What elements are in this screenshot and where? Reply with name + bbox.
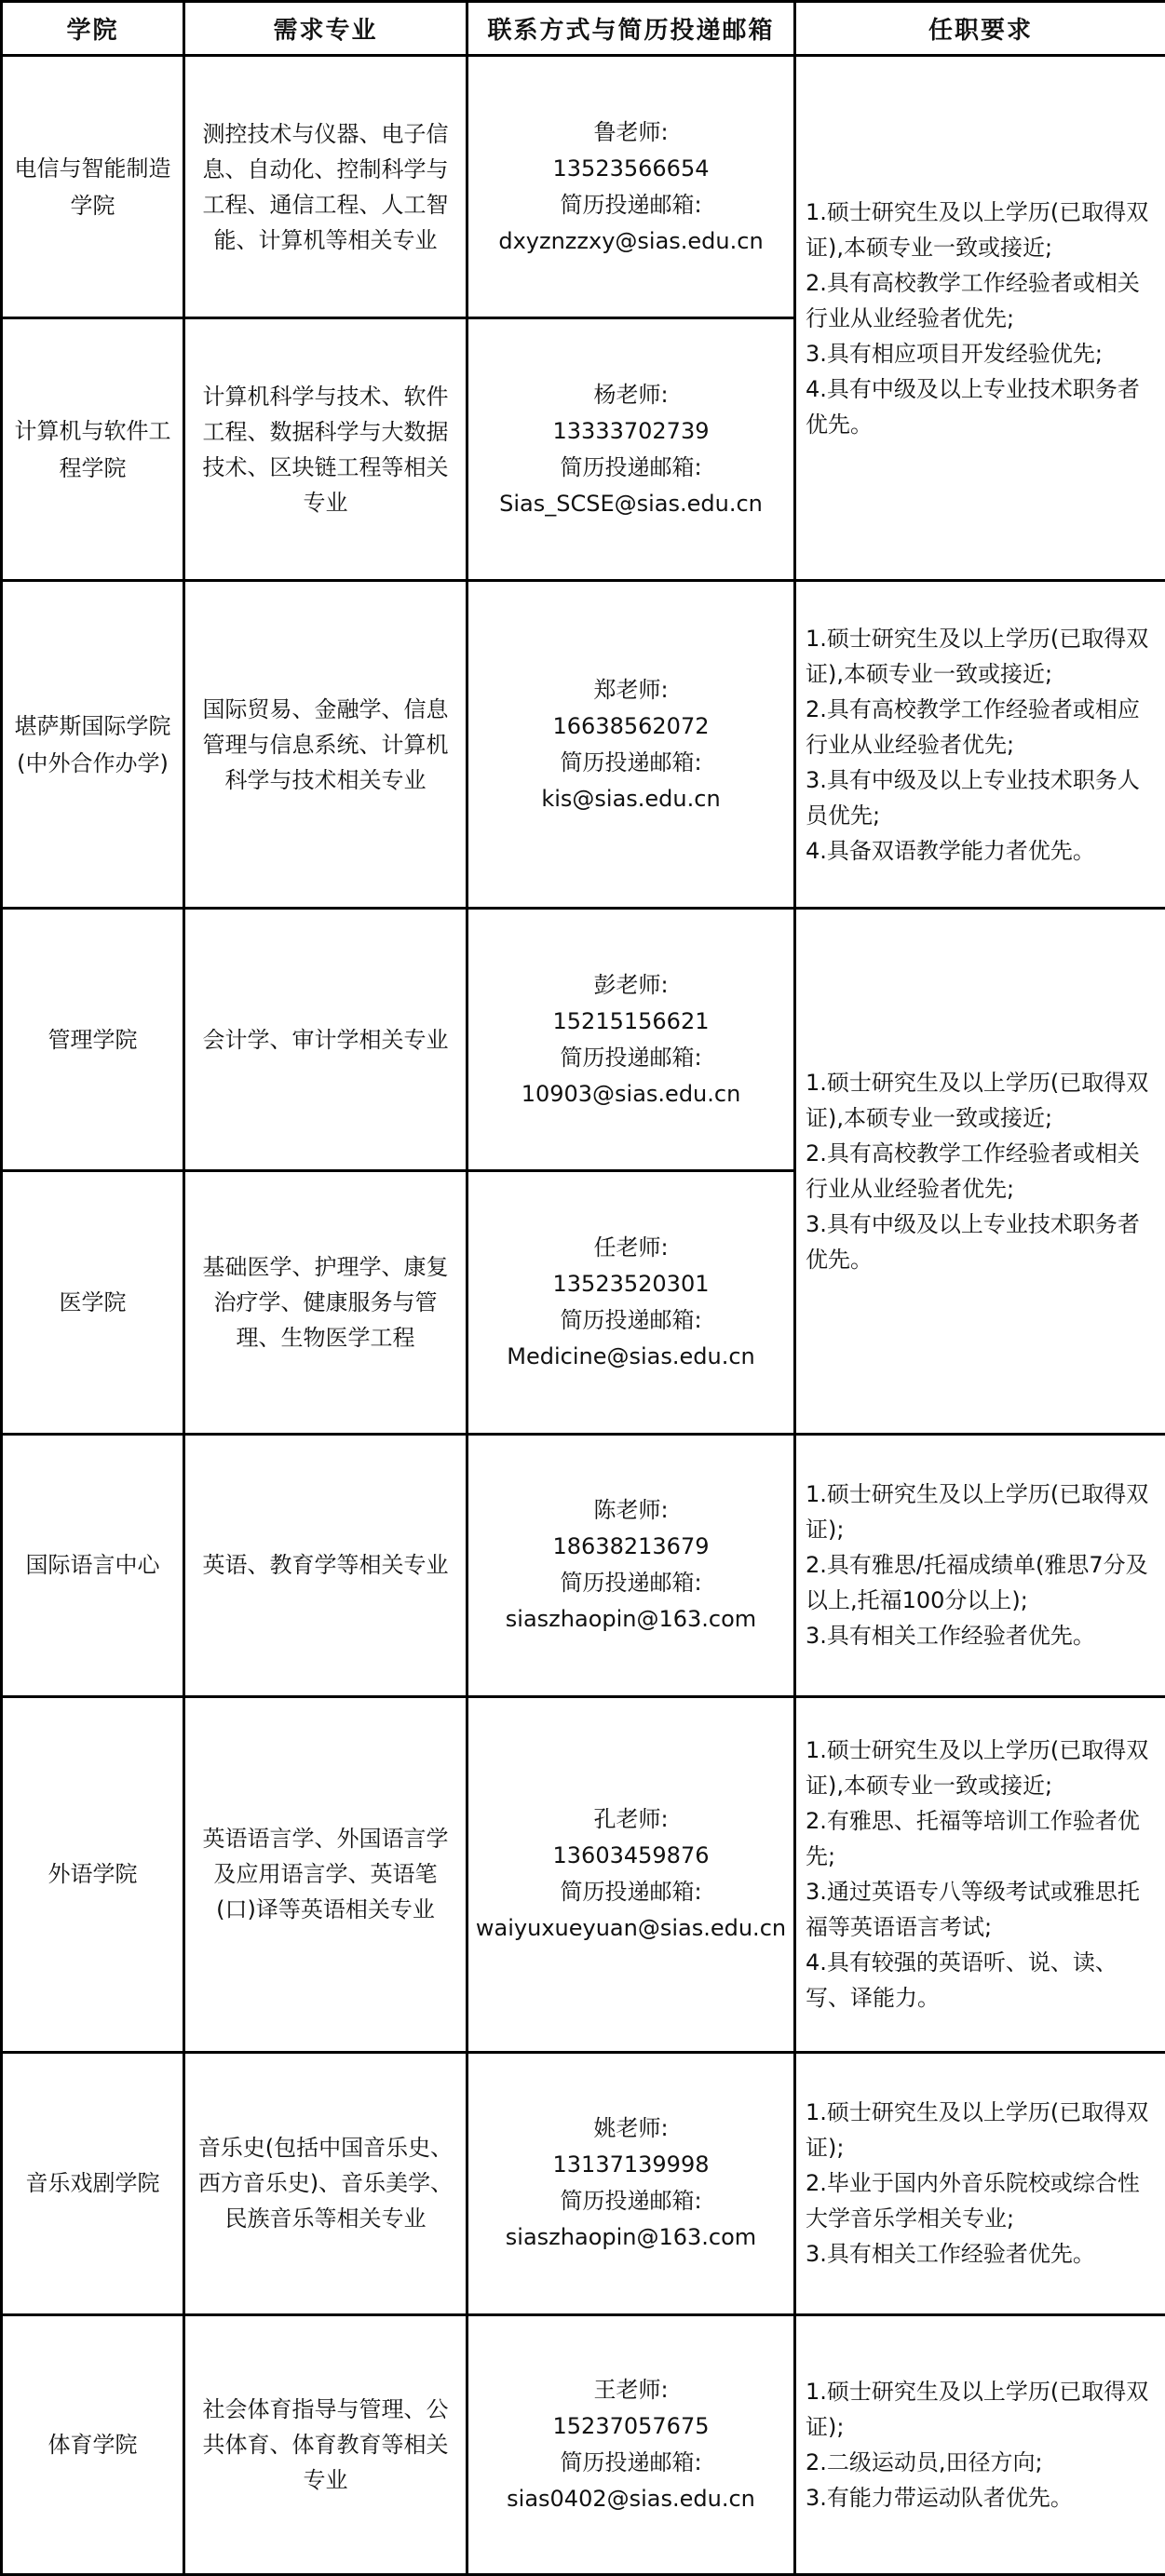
requirement-line: 3.有能力带运动队者优先。 [806,2484,1073,2511]
requirements-cell [795,56,1165,581]
requirement-line: 4.具备双语教学能力者优先。 [806,837,1095,864]
requirements-cell [795,1434,1165,1696]
requirement-line: 3.通过英语专八等级考试或雅思托福等英语语言考试; [806,1879,1140,1941]
college-cell: 医学院 [2,1171,184,1434]
contact-phone[interactable]: 18638213679 [552,1533,710,1560]
college-cell: 电信与智能制造学院 [2,56,184,318]
requirement-line: 2.具有高校教学工作经验者或相关行业从业经验者优先; [806,1140,1140,1202]
college-cell: 管理学院 [2,909,184,1171]
contact-cell [467,2314,795,2574]
requirement-line: 1.硕士研究生及以上学历(已取得双证); [806,1481,1149,1544]
major-cell: 英语语言学、外国语言学及应用语言学、英语笔(口)译等英语相关专业 [184,1696,467,2052]
contact-email[interactable]: dxyznzzxy@sias.edu.cn [498,227,764,254]
table-row [2,2314,1165,2574]
email-label: 简历投递邮箱: [560,2188,702,2215]
college-cell: 体育学院 [2,2314,184,2574]
contact-cell [467,1434,795,1696]
requirement-line: 3.具有中级及以上专业技术职务人员优先; [806,766,1140,829]
requirements-cell [795,1696,1165,2052]
major-cell: 测控技术与仪器、电子信息、自动化、控制科学与工程、通信工程、人工智能、计算机等相关专业 [184,56,467,318]
requirement-line: 3.具有相关工作经验者优先。 [806,2241,1095,2268]
header-contact: 联系方式与简历投递邮箱 [467,2,795,56]
contact-email[interactable]: Medicine@sias.edu.cn [507,1342,755,1369]
requirement-line: 2.二级运动员,田径方向; [806,2448,1043,2475]
requirement-line: 2.毕业于国内外音乐院校或综合性大学音乐学相关专业; [806,2170,1140,2232]
requirement-line: 4.具有中级及以上专业技术职务者优先。 [806,375,1140,438]
contact-email[interactable]: sias0402@sias.edu.cn [507,2485,755,2512]
contact-phone[interactable]: 15237057675 [552,2412,710,2439]
header-college: 学院 [2,2,184,56]
table-row [2,581,1165,909]
requirements-cell [795,909,1165,1434]
contact-cell [467,1696,795,2052]
email-label: 简历投递邮箱: [560,1306,702,1333]
contact-cell [467,1171,795,1434]
table-row [2,1696,1165,2052]
major-cell: 计算机科学与技术、软件工程、数据科学与大数据技术、区块链工程等相关专业 [184,318,467,581]
college-cell: 国际语言中心 [2,1434,184,1696]
contact-name: 姚老师: [593,2115,669,2142]
contact-cell [467,318,795,581]
table-row [2,2052,1165,2314]
requirement-line: 4.具有较强的英语听、说、读、写、译能力。 [806,1949,1118,2012]
college-cell: 外语学院 [2,1696,184,2052]
contact-name: 鲁老师: [593,118,669,145]
contact-name: 郑老师: [593,676,669,703]
major-cell: 国际贸易、金融学、信息管理与信息系统、计算机科学与技术相关专业 [184,581,467,909]
header-requirements: 任职要求 [795,2,1165,56]
contact-phone[interactable]: 15215156621 [552,1007,710,1034]
contact-email[interactable]: 10903@sias.edu.cn [521,1080,741,1107]
contact-email[interactable]: siaszhaopin@163.com [505,1606,757,1633]
contact-phone[interactable]: 13333702739 [552,417,710,444]
requirement-line: 1.硕士研究生及以上学历(已取得双证),本硕专业一致或接近; [806,198,1149,261]
email-label: 简历投递邮箱: [560,2448,702,2475]
contact-cell [467,56,795,318]
header-row [2,2,1165,56]
contact-cell [467,2052,795,2314]
contact-name: 杨老师: [593,381,669,408]
contact-email[interactable]: siaszhaopin@163.com [505,2224,757,2251]
email-label: 简历投递邮箱: [560,191,702,218]
email-label: 简历投递邮箱: [560,1570,702,1597]
contact-phone[interactable]: 13603459876 [552,1842,710,1869]
requirements-cell [795,581,1165,909]
requirement-line: 1.硕士研究生及以上学历(已取得双证); [806,2099,1149,2162]
contact-phone[interactable]: 13523520301 [552,1270,710,1297]
contact-email[interactable]: kis@sias.edu.cn [541,785,721,812]
contact-phone[interactable]: 13523566654 [552,155,710,182]
requirement-line: 3.具有相关工作经验者优先。 [806,1623,1095,1650]
contact-name: 陈老师: [593,1497,669,1524]
contact-name: 孔老师: [593,1806,669,1833]
requirement-line: 1.硕士研究生及以上学历(已取得双证),本硕专业一致或接近; [806,1069,1149,1131]
contact-email[interactable]: waiyuxueyuan@sias.edu.cn [475,1915,787,1942]
college-cell: 堪萨斯国际学院(中外合作办学) [2,581,184,909]
requirement-line: 2.具有高校教学工作经验者或相应行业从业经验者优先; [806,695,1140,758]
major-cell: 社会体育指导与管理、公共体育、体育教育等相关专业 [184,2314,467,2574]
requirement-line: 1.硕士研究生及以上学历(已取得双证),本硕专业一致或接近; [806,625,1149,687]
major-cell: 会计学、审计学相关专业 [184,909,467,1171]
contact-cell [467,581,795,909]
major-cell: 音乐史(包括中国音乐史、西方音乐史)、音乐美学、民族音乐等相关专业 [184,2052,467,2314]
college-cell: 计算机与软件工程学院 [2,318,184,581]
requirements-cell [795,2052,1165,2314]
email-label: 简历投递邮箱: [560,453,702,480]
requirement-line: 1.硕士研究生及以上学历(已取得双证); [806,2378,1149,2440]
email-label: 简历投递邮箱: [560,1879,702,1906]
contact-phone[interactable]: 16638562072 [552,712,710,739]
contact-name: 彭老师: [593,971,669,998]
contact-email[interactable]: Sias_SCSE@sias.edu.cn [499,490,763,517]
major-cell: 基础医学、护理学、康复治疗学、健康服务与管理、生物医学工程 [184,1171,467,1434]
table-row [2,56,1165,318]
requirement-line: 2.有雅思、托福等培训工作验者优先; [806,1808,1140,1870]
requirement-line: 3.具有相应项目开发经验优先; [806,340,1103,367]
contact-name: 任老师: [593,1234,669,1261]
table-row [2,1434,1165,1696]
table-row [2,909,1165,1171]
contact-phone[interactable]: 13137139998 [552,2151,710,2178]
contact-cell [467,909,795,1171]
email-label: 简历投递邮箱: [560,1044,702,1071]
college-cell: 音乐戏剧学院 [2,2052,184,2314]
email-label: 简历投递邮箱: [560,749,702,775]
header-major: 需求专业 [184,2,467,56]
requirement-line: 2.具有雅思/托福成绩单(雅思7分及以上,托福100分以上); [806,1552,1148,1614]
requirement-line: 1.硕士研究生及以上学历(已取得双证),本硕专业一致或接近; [806,1737,1149,1800]
major-cell: 英语、教育学等相关专业 [184,1434,467,1696]
contact-name: 王老师: [593,2376,669,2403]
requirement-line: 3.具有中级及以上专业技术职务者优先。 [806,1210,1140,1273]
requirements-cell [795,2314,1165,2574]
requirement-line: 2.具有高校教学工作经验者或相关行业从业经验者优先; [806,269,1140,331]
